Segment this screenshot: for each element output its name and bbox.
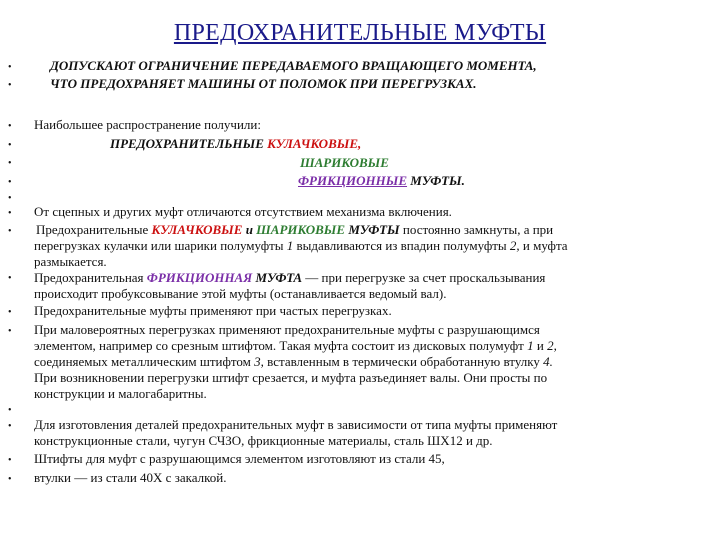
types-prefix: ПРЕДОХРАНИТЕЛЬНЫЕ <box>110 136 264 151</box>
types-line-friction <box>298 173 465 189</box>
paragraph-5-line-1: При маловероятных перегрузках применяют предохранительные муфты с разрушающимся <box>34 322 540 337</box>
ref-number: 3, <box>254 354 264 369</box>
text: соединяемых металлическим штифтом <box>34 354 251 369</box>
text: МУФТЫ <box>348 222 400 237</box>
types-suffix: МУФТЫ. <box>410 173 465 188</box>
bullet: • <box>8 140 12 151</box>
text: МУФТА <box>255 270 303 285</box>
paragraph-7: Штифты для муфт с разрушающимся элементом изготовляют из стали 45, <box>34 451 445 466</box>
bullet: • <box>8 421 12 432</box>
bullet: • <box>8 455 12 466</box>
paragraph-6-line-1: Для изготовления деталей предохранительных муфт в зависимости от типа муфты применяют <box>34 417 558 432</box>
text: и <box>536 338 544 353</box>
ref-number: 4. <box>543 354 553 369</box>
paragraph-5-line-4: При возникновении перегрузки штифт срезается, и муфта разъединяет валы. Они просты по <box>34 370 548 385</box>
text: элементом, например со срезным штифтом. Такая муфта состоит из дисковых полумуфт <box>34 338 524 353</box>
paragraph-2-line-1 <box>36 222 553 238</box>
paragraph-3-line-2: происходит пробуксовывание этой муфты (останавливается ведомый вал). <box>34 286 447 301</box>
paragraph-5-line-3 <box>34 354 553 370</box>
cam-term: КУЛАЧКОВЫЕ <box>151 222 243 237</box>
paragraph-6-line-2: конструкционные стали, чугун СЧЗО, фрикционные материалы, сталь ШХ12 и др. <box>34 433 493 448</box>
bullet: • <box>8 158 12 169</box>
bullet: • <box>8 193 12 204</box>
text: постоянно замкнуты, а при <box>402 222 554 237</box>
bullet: • <box>8 80 12 91</box>
types-lead: Наибольшее распространение получили: <box>34 117 261 132</box>
intro-line-1: ДОПУСКАЮТ ОГРАНИЧЕНИЕ ПЕРЕДАВАЕМОГО ВРАЩАЮЩЕГО МОМЕНТА, <box>50 58 537 73</box>
bullet: • <box>8 474 12 485</box>
text: Предохранительная <box>34 270 144 285</box>
ref-number: 2, <box>547 338 557 353</box>
paragraph-5-line-5: конструкции и малогабаритны. <box>34 386 207 401</box>
types-line-cam <box>110 136 361 152</box>
bullet: • <box>8 273 12 284</box>
text: выдавливаются из впадин полумуфты <box>296 238 507 253</box>
cam-type: КУЛАЧКОВЫЕ, <box>267 136 362 151</box>
paragraph-4: Предохранительные муфты применяют при частых перегрузках. <box>34 303 392 318</box>
bullet: • <box>8 121 12 132</box>
paragraph-1: От сцепных и других муфт отличаются отсутствием механизма включения. <box>34 204 452 219</box>
text: вставленным в термически обработанную втулку <box>267 354 540 369</box>
paragraph-2-line-2 <box>34 238 568 254</box>
text: и муфта <box>522 238 568 253</box>
ball-type: ШАРИКОВЫЕ <box>300 155 389 170</box>
bullet: • <box>8 326 12 337</box>
paragraph-3-line-1 <box>34 270 545 286</box>
bullet: • <box>8 62 12 73</box>
friction-term: ФРИКЦИОННАЯ <box>146 270 253 285</box>
paragraph-8: втулки — из стали 40Х с закалкой. <box>34 470 227 485</box>
bullet: • <box>8 307 12 318</box>
text: перегрузках кулачки или шарики полумуфты <box>34 238 284 253</box>
ref-number: 2, <box>509 238 520 253</box>
ball-term: ШАРИКОВЫЕ <box>256 222 346 237</box>
bullet: • <box>8 405 12 416</box>
text: — при перегрузке за счет проскальзывания <box>305 270 546 285</box>
slide-title: ПРЕДОХРАНИТЕЛЬНЫЕ МУФТЫ <box>173 20 547 46</box>
paragraph-5-line-2 <box>34 338 557 354</box>
text: и <box>245 222 253 237</box>
ref-number: 1 <box>286 238 294 253</box>
intro-line-2: ЧТО ПРЕДОХРАНЯЕТ МАШИНЫ ОТ ПОЛОМОК ПРИ ПЕРЕГРУЗКАХ. <box>50 76 477 91</box>
text: Предохранительные <box>36 222 149 237</box>
paragraph-2-line-3: размыкается. <box>34 254 107 269</box>
bullet: • <box>8 177 12 188</box>
ref-number: 1 <box>527 338 534 353</box>
bullet: • <box>8 208 12 219</box>
friction-type: ФРИКЦИОННЫЕ <box>298 173 408 188</box>
bullet: • <box>8 226 12 237</box>
